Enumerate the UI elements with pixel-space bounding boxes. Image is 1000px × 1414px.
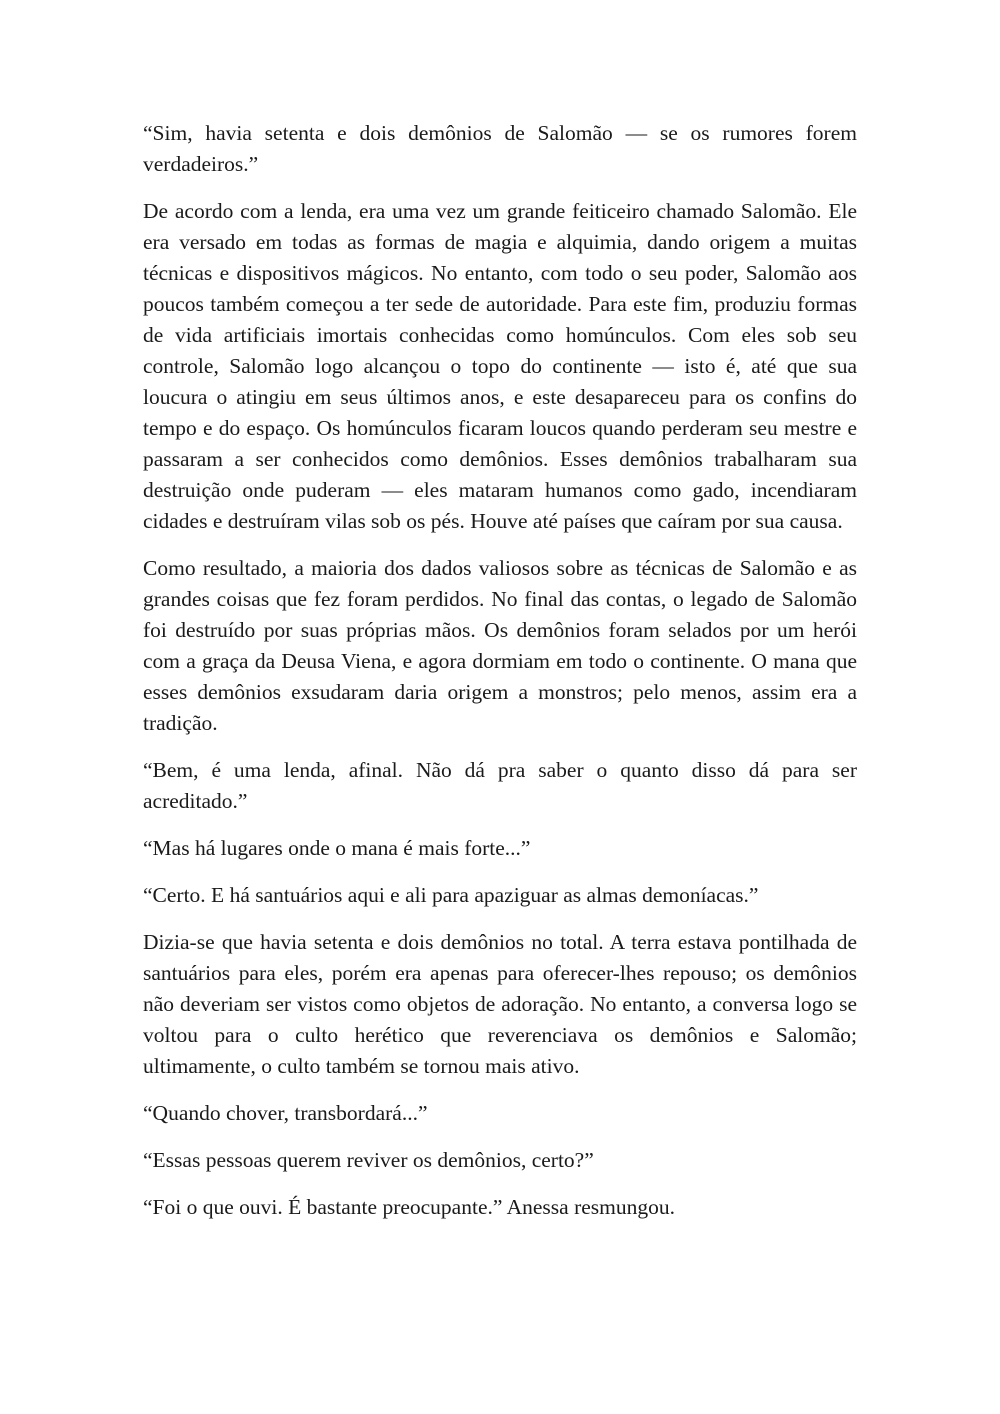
- paragraph-6: “Certo. E há santuários aqui e ali para apaziguar as almas demoníacas.”: [143, 883, 759, 907]
- paragraph-3: Como resultado, a maioria dos dados valiosos sobre as técnicas de Salomão e as grandes coisas que fez foram perdidos. No final das contas, o legado de Salomão foi destruído por suas próprias mãos. Os demônios foram selados por um herói com a graça da Deusa Viena, e agora dormiam em todo o continente. O mana que esses demônios exsudaram daria origem a monstros; pelo menos, assim era a tradição.: [143, 556, 857, 735]
- paragraph-1: “Sim, havia setenta e dois demônios de Salomão — se os rumores forem verdadeiros.”: [143, 121, 857, 176]
- paragraph-10: “Foi o que ouvi. É bastante preocupante.” Anessa resmungou.: [143, 1195, 675, 1219]
- paragraph-8: “Quando chover, transbordará...”: [143, 1101, 428, 1125]
- paragraph-9: “Essas pessoas querem reviver os demônios, certo?”: [143, 1148, 594, 1172]
- paragraph-4: “Bem, é uma lenda, afinal. Não dá pra saber o quanto disso dá para ser acreditado.”: [143, 758, 857, 813]
- paragraph-7: Dizia-se que havia setenta e dois demônios no total. A terra estava pontilhada de santuários para eles, porém era apenas para oferecer-lhes repouso; os demônios não deveriam ser vistos como objetos de adoração. No entanto, a conversa logo se voltou para o culto herético que reverenciava os demônios e Salomão; ultimamente, o culto também se tornou mais ativo.: [143, 930, 857, 1078]
- paragraph-2: De acordo com a lenda, era uma vez um grande feiticeiro chamado Salomão. Ele era versado em todas as formas de magia e alquimia, dando origem a muitas técnicas e dispositivos mágicos. No entanto, com todo o seu poder, Salomão aos poucos também começou a ter sede de autoridade. Para este fim, produziu formas de vida artificiais imortais conhecidas como homúnculos. Com eles sob seu controle, Salomão logo alcançou o topo do continente — isto é, até que sua loucura o atingiu em seus últimos anos, e este desapareceu para os confins do tempo e do espaço. Os homúnculos ficaram loucos quando perderam seu mestre e passaram a ser conhecidos como demônios. Esses demônios trabalharam sua destruição onde puderam — eles mataram humanos como gado, incendiaram cidades e destruíram vilas sob os pés. Houve até países que caíram por sua causa.: [143, 199, 857, 533]
- document-page: [143, 118, 857, 1239]
- paragraph-5: “Mas há lugares onde o mana é mais forte...”: [143, 836, 531, 860]
